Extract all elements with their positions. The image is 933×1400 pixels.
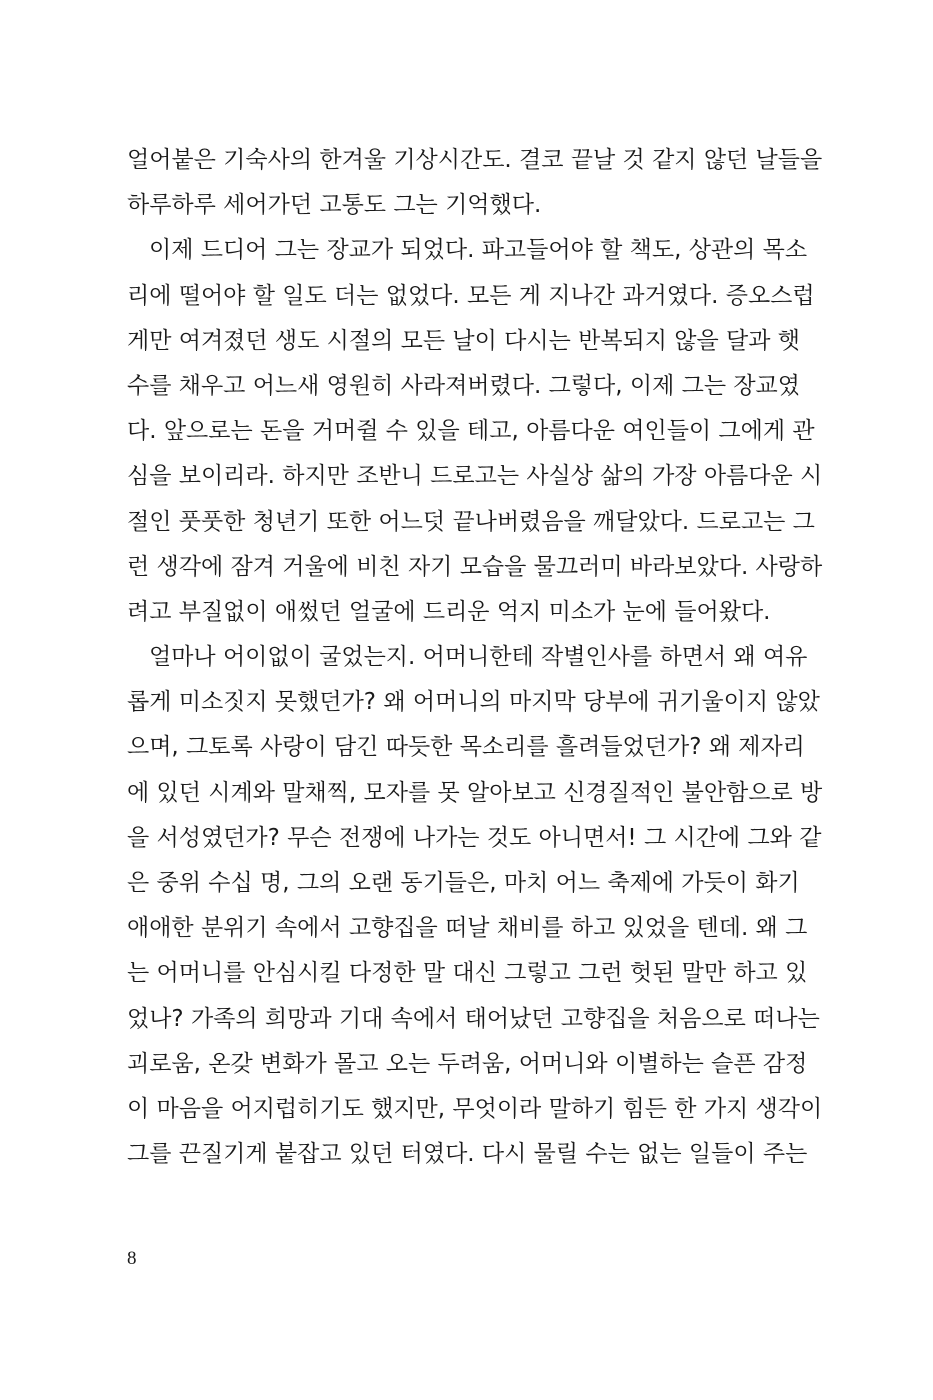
text-line: 얼어붙은 기숙사의 한겨울 기상시간도. 결코 끝날 것 같지 않던 날들을 xyxy=(127,147,823,173)
text-line: 으며, 그토록 사랑이 담긴 따듯한 목소리를 흘려들었던가? 왜 제자리 xyxy=(127,734,805,761)
text-line: 절인 풋풋한 청년기 또한 어느덧 끝나버렸음을 깨달았다. 드로고는 그 xyxy=(127,508,815,535)
text-line: 다. 앞으로는 돈을 거머쥘 수 있을 테고, 아름다운 여인들이 그에게 관 xyxy=(127,418,815,445)
text-line: 애애한 분위기 속에서 고향집을 떠날 채비를 하고 있었을 텐데. 왜 그 xyxy=(127,915,808,942)
text-line: 하루하루 세어가던 고통도 그는 기억했다. xyxy=(127,192,542,219)
text-line: 그를 끈질기게 붙잡고 있던 터였다. 다시 물릴 수는 없는 일들이 주는 xyxy=(127,1141,808,1168)
text-line: 이제 드디어 그는 장교가 되었다. 파고들어야 할 책도, 상관의 목소 xyxy=(149,237,808,264)
text-line: 는 어머니를 안심시킬 다정한 말 대신 그렇고 그런 헛된 말만 하고 있 xyxy=(127,960,808,987)
text-line: 을 서성였던가? 무슨 전쟁에 나가는 것도 아니면서! 그 시간에 그와 같 xyxy=(127,824,822,851)
text-line: 얼마나 어이없이 굴었는지. 어머니한테 작별인사를 하면서 왜 여유 xyxy=(149,644,808,671)
text-line: 수를 채우고 어느새 영원히 사라져버렸다. 그렇다, 이제 그는 장교였 xyxy=(127,372,800,399)
text-line: 에 있던 시계와 말채찍, 모자를 못 알아보고 신경질적인 불안함으로 방 xyxy=(127,779,823,806)
text-line: 이 마음을 어지럽히기도 했지만, 무엇이라 말하기 힘든 한 가지 생각이 xyxy=(127,1095,823,1122)
text-line: 게만 여겨졌던 생도 시절의 모든 날이 다시는 반복되지 않을 달과 햇 xyxy=(127,327,800,354)
text-line: 런 생각에 잠겨 거울에 비친 자기 모습을 물끄러미 바라보았다. 사랑하 xyxy=(127,553,823,580)
text-line: 리에 떨어야 할 일도 더는 없었다. 모든 게 지나간 과거였다. 증오스럽 xyxy=(127,282,815,309)
text-line: 롭게 미소짓지 못했던가? 왜 어머니의 마지막 당부에 귀기울이지 않았 xyxy=(127,689,820,716)
text-line: 었나? 가족의 희망과 기대 속에서 태어났던 고향집을 처음으로 떠나는 xyxy=(127,1005,820,1032)
text-line: 려고 부질없이 애썼던 얼굴에 드리운 억지 미소가 눈에 들어왔다. xyxy=(127,598,771,625)
text-line: 심을 보이리라. 하지만 조반니 드로고는 사실상 삶의 가장 아름다운 시 xyxy=(127,463,823,490)
page-number: 8 xyxy=(127,1248,137,1269)
text-line: 괴로움, 온갖 변화가 몰고 오는 두려움, 어머니와 이별하는 슬픈 감정 xyxy=(127,1050,808,1077)
text-line: 은 중위 수십 명, 그의 오랜 동기들은, 마치 어느 축제에 가듯이 화기 xyxy=(127,870,800,896)
body-text xyxy=(127,138,823,1177)
